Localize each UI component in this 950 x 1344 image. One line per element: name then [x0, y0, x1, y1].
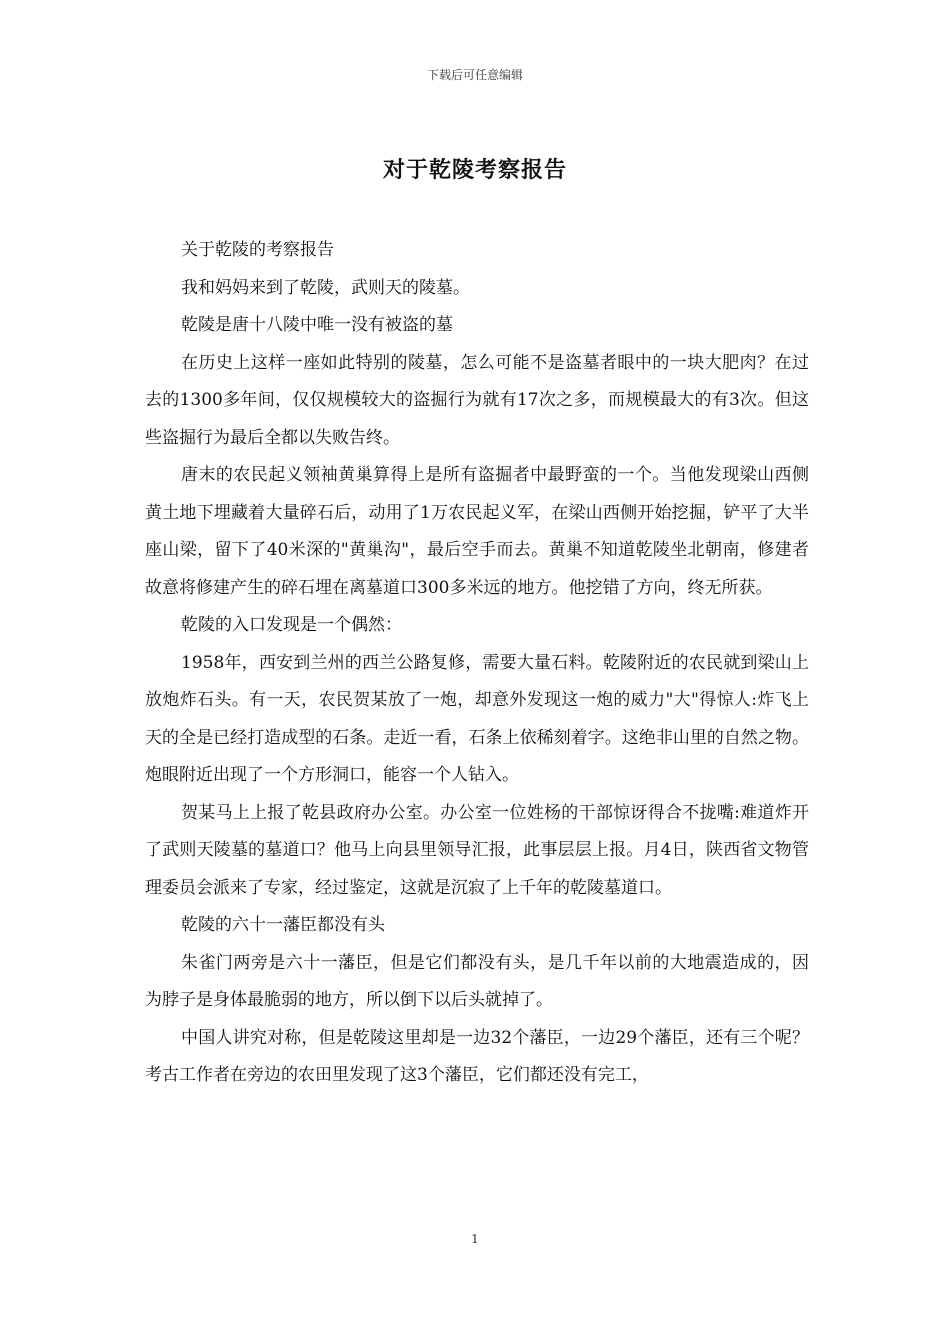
paragraph: 1958年，西安到兰州的西兰公路复修，需要大量石料。乾陵附近的农民就到梁山上放炮炸石头。有一天，农民贺某放了一炮，却意外发现这一炮的威力"大"得惊人:炸飞上天的全是已经打造成型的石条。走近一看，石条上依稀刻着字。这绝非山里的自然之物。炮眼附近出现了一个方形洞口，能容一个人钻入。: [145, 652, 809, 785]
paragraph: 贺某马上上报了乾县政府办公室。办公室一位姓杨的干部惊讶得合不拢嘴:难道炸开了武则天陵墓的墓道口？他马上向县里领导汇报，此事层层上报。月4日，陕西省文物管理委员会派来了专家，经过鉴定，这就是沉寂了上千年的乾陵墓道口。: [145, 802, 809, 898]
paragraph: 中国人讲究对称，但是乾陵这里却是一边32个藩臣，一边29个藩臣，还有三个呢？考古工作者在旁边的农田里发现了这3个藩臣，它们都还没有完工，: [145, 1027, 809, 1085]
paragraph: 唐末的农民起义领袖黄巢算得上是所有盗掘者中最野蛮的一个。当他发现梁山西侧黄土地下埋藏着大量碎石后，动用了1万农民起义军，在梁山西侧开始挖掘，铲平了大半座山梁，留下了40米深的"黄巢沟"，最后空手而去。黄巢不知道乾陵坐北朝南，修建者故意将修建产生的碎石埋在离墓道口300多米远的地方。他挖错了方向，终无所获。: [145, 465, 809, 598]
paragraph: 关于乾陵的考察报告: [181, 240, 334, 260]
page-number: 1: [471, 1232, 479, 1246]
paragraph: 我和妈妈来到了乾陵，武则天的陵墓。: [181, 277, 470, 298]
page-header-note: 下载后可任意编辑: [426, 68, 523, 82]
paragraph: 乾陵的入口发现是一个偶然：: [181, 615, 402, 635]
paragraph: 乾陵是唐十八陵中唯一没有被盗的墓: [181, 315, 453, 335]
document-body: [145, 232, 809, 1095]
paragraph: 朱雀门两旁是六十一藩臣，但是它们都没有头，是几千年以前的大地震造成的，因为脖子是身体最脆弱的地方，所以倒下以后头就掉了。: [145, 952, 809, 1010]
paragraph: 乾陵的六十一藩臣都没有头: [181, 915, 385, 935]
document-title: 对于乾陵考察报告: [382, 157, 567, 183]
paragraph: 在历史上这样一座如此特别的陵墓，怎么可能不是盗墓者眼中的一块大肥肉？在过去的1300多年间，仅仅规模较大的盗掘行为就有17次之多，而规模最大的有3次。但这些盗掘行为最后全都以失败告终。: [145, 352, 809, 448]
